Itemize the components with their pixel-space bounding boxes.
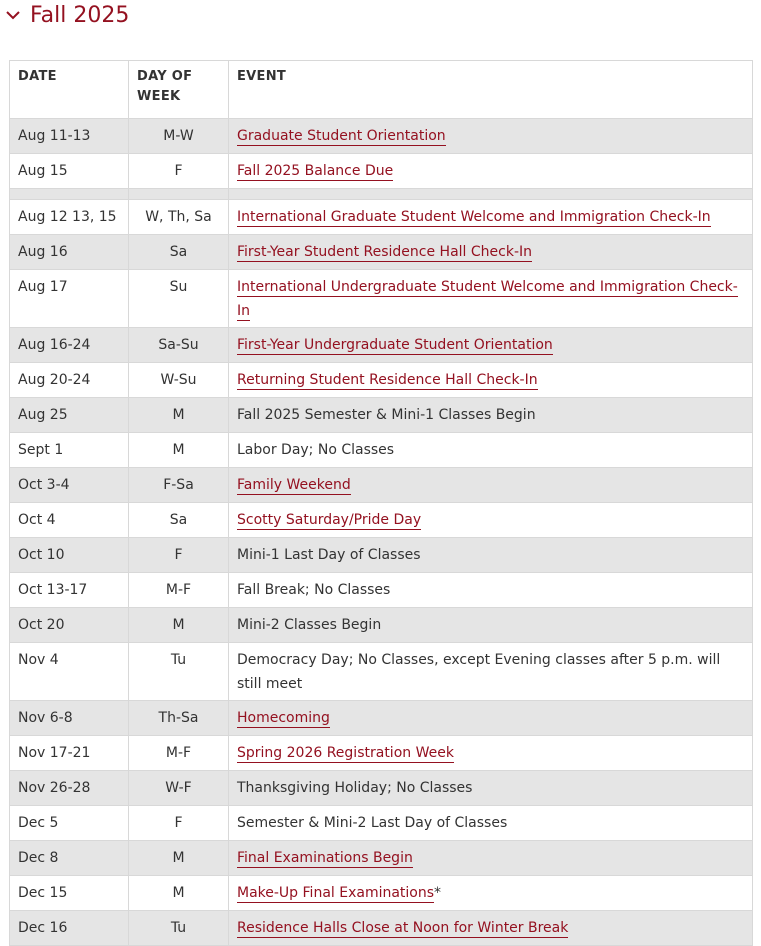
- table-row: [10, 468, 753, 503]
- event-link[interactable]: Graduate Student Orientation: [237, 128, 446, 144]
- event-cell: [229, 119, 753, 154]
- event-link[interactable]: Final Examinations Begin: [237, 850, 413, 866]
- event-cell: [229, 398, 753, 433]
- day-of-week-cell: Sa: [129, 235, 229, 270]
- table-row: [10, 806, 753, 841]
- day-of-week-cell: F-Sa: [129, 468, 229, 503]
- spacer-cell: [129, 189, 229, 200]
- event-text: Democracy Day; No Classes, except Evening classes after 5 p.m. will still meet: [237, 652, 721, 692]
- event-cell: [229, 235, 753, 270]
- date-cell: Aug 11-13: [10, 119, 129, 154]
- event-cell: [229, 503, 753, 538]
- date-cell: Aug 15: [10, 154, 129, 189]
- event-link[interactable]: Homecoming: [237, 710, 330, 726]
- date-cell: Nov 6-8: [10, 701, 129, 736]
- date-cell: Dec 8: [10, 841, 129, 876]
- event-text: Labor Day; No Classes: [237, 442, 395, 458]
- date-cell: Aug 12 13, 15: [10, 200, 129, 235]
- event-link[interactable]: International Undergraduate Student Welcome and Immigration Check-In: [237, 279, 738, 319]
- date-cell: Oct 4: [10, 503, 129, 538]
- day-of-week-cell: M: [129, 841, 229, 876]
- date-cell: Aug 16: [10, 235, 129, 270]
- event-link[interactable]: Make-Up Final Examinations: [237, 885, 435, 901]
- event-link[interactable]: First-Year Student Residence Hall Check-In: [237, 244, 532, 260]
- day-of-week-cell: W, Th, Sa: [129, 200, 229, 235]
- table-row: [10, 200, 753, 235]
- event-cell: [229, 911, 753, 946]
- day-of-week-cell: M-W: [129, 119, 229, 154]
- day-of-week-cell: M-F: [129, 736, 229, 771]
- date-cell: Aug 16-24: [10, 328, 129, 363]
- table-row: [10, 841, 753, 876]
- day-of-week-cell: F: [129, 806, 229, 841]
- date-cell: Sept 1: [10, 433, 129, 468]
- day-of-week-cell: W-Su: [129, 363, 229, 398]
- event-text: Fall Break; No Classes: [237, 582, 391, 598]
- date-cell: Nov 4: [10, 643, 129, 701]
- day-of-week-cell: F: [129, 538, 229, 573]
- date-cell: Nov 17-21: [10, 736, 129, 771]
- date-cell: Oct 20: [10, 608, 129, 643]
- event-link[interactable]: Scotty Saturday/Pride Day: [237, 512, 422, 528]
- table-row: [10, 154, 753, 189]
- event-cell: [229, 643, 753, 701]
- day-of-week-cell: M: [129, 876, 229, 911]
- day-of-week-cell: Th-Sa: [129, 701, 229, 736]
- event-cell: [229, 433, 753, 468]
- spacer-cell: [10, 189, 129, 200]
- date-cell: Dec 5: [10, 806, 129, 841]
- event-cell: [229, 701, 753, 736]
- event-cell: [229, 270, 753, 328]
- day-of-week-cell: F: [129, 154, 229, 189]
- spacer-cell: [229, 189, 753, 200]
- day-of-week-cell: W-F: [129, 771, 229, 806]
- table-row: [10, 538, 753, 573]
- day-of-week-cell: Tu: [129, 911, 229, 946]
- date-cell: Nov 26-28: [10, 771, 129, 806]
- event-link[interactable]: Residence Halls Close at Noon for Winter Break: [237, 920, 569, 936]
- event-text: Fall 2025 Semester & Mini-1 Classes Begin: [237, 407, 536, 423]
- academic-calendar-table: [9, 60, 753, 946]
- day-of-week-cell: Sa-Su: [129, 328, 229, 363]
- table-row: [10, 911, 753, 946]
- date-cell: Oct 10: [10, 538, 129, 573]
- event-cell: [229, 363, 753, 398]
- date-cell: Aug 25: [10, 398, 129, 433]
- event-link[interactable]: Returning Student Residence Hall Check-In: [237, 372, 538, 388]
- table-spacer-row: [10, 189, 753, 200]
- event-text: Mini-1 Last Day of Classes: [237, 547, 421, 563]
- event-link[interactable]: Family Weekend: [237, 477, 351, 493]
- event-cell: [229, 154, 753, 189]
- event-cell: [229, 468, 753, 503]
- section-header[interactable]: [5, 0, 129, 30]
- date-cell: Aug 17: [10, 270, 129, 328]
- day-of-week-cell: Su: [129, 270, 229, 328]
- table-row: [10, 503, 753, 538]
- date-cell: Oct 13-17: [10, 573, 129, 608]
- table-row: [10, 771, 753, 806]
- table-row: [10, 573, 753, 608]
- table-row: [10, 235, 753, 270]
- table-row: [10, 701, 753, 736]
- table-row: [10, 398, 753, 433]
- day-of-week-cell: Tu: [129, 643, 229, 701]
- section-title[interactable]: Fall 2025: [30, 2, 130, 28]
- day-of-week-cell: M: [129, 398, 229, 433]
- event-cell: [229, 328, 753, 363]
- event-cell: [229, 806, 753, 841]
- table-row: [10, 876, 753, 911]
- table-row: [10, 433, 753, 468]
- day-of-week-cell: M: [129, 433, 229, 468]
- day-of-week-cell: Sa: [129, 503, 229, 538]
- column-header-event: EVENT: [229, 61, 753, 119]
- event-cell: [229, 608, 753, 643]
- event-cell: [229, 876, 753, 911]
- table-header-row: [10, 61, 753, 119]
- table-row: [10, 363, 753, 398]
- event-text: Thanksgiving Holiday; No Classes: [237, 780, 473, 796]
- event-cell: [229, 538, 753, 573]
- date-cell: Dec 15: [10, 876, 129, 911]
- day-of-week-cell: M: [129, 608, 229, 643]
- event-text: Semester & Mini-2 Last Day of Classes: [237, 815, 508, 831]
- event-link[interactable]: Spring 2026 Registration Week: [237, 745, 454, 761]
- event-cell: [229, 736, 753, 771]
- table-row: [10, 736, 753, 771]
- table-row: [10, 608, 753, 643]
- event-link[interactable]: First-Year Undergraduate Student Orientation: [237, 337, 553, 353]
- column-header-date: DATE: [10, 61, 129, 119]
- event-cell: [229, 573, 753, 608]
- day-of-week-cell: M-F: [129, 573, 229, 608]
- date-cell: Dec 16: [10, 911, 129, 946]
- table-row: [10, 643, 753, 701]
- table-row: [10, 119, 753, 154]
- event-cell: [229, 841, 753, 876]
- event-link[interactable]: Fall 2025 Balance Due: [237, 163, 394, 179]
- chevron-down-icon[interactable]: [5, 7, 21, 23]
- table-row: [10, 270, 753, 328]
- event-link[interactable]: International Graduate Student Welcome and Immigration Check-In: [237, 209, 711, 225]
- date-cell: Aug 20-24: [10, 363, 129, 398]
- event-footnote-mark: *: [434, 885, 442, 901]
- event-text: Mini-2 Classes Begin: [237, 617, 382, 633]
- column-header-day-of-week: DAY OF WEEK: [129, 61, 229, 119]
- event-cell: [229, 200, 753, 235]
- event-cell: [229, 771, 753, 806]
- date-cell: Oct 3-4: [10, 468, 129, 503]
- table-row: [10, 328, 753, 363]
